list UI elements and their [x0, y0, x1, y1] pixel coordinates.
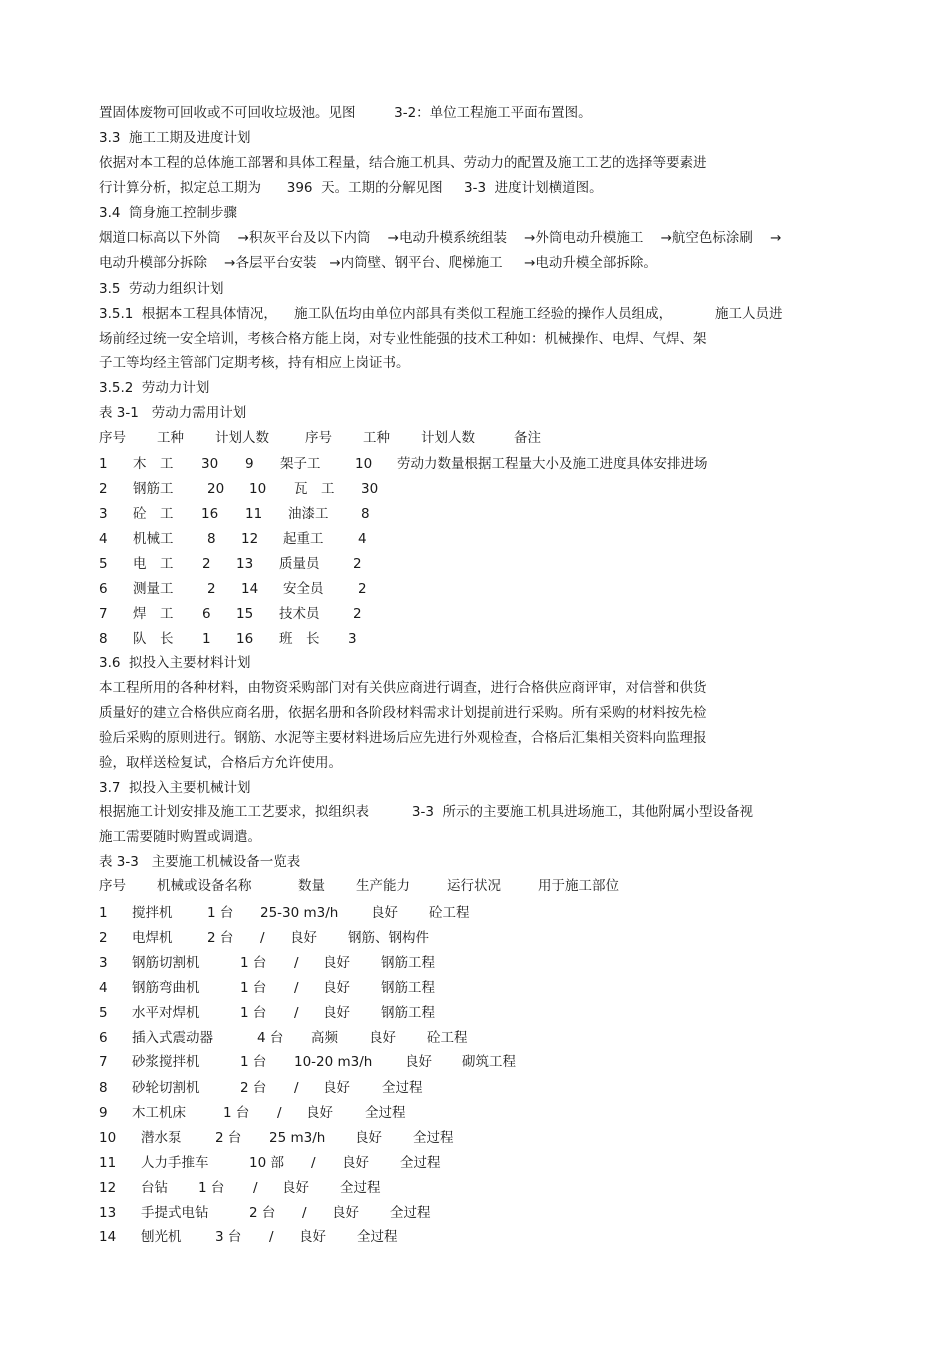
section-heading-3-6: 3.6 拟投入主要材料计划	[99, 655, 251, 671]
table-cell: 技术员	[279, 606, 320, 622]
table-cell: 8	[99, 631, 108, 647]
table-cell: 1 台	[240, 980, 267, 996]
table-cell: 良好	[405, 1054, 432, 1070]
table-cell: 砂浆搅拌机	[132, 1054, 200, 1070]
text-line: 场前经过统一安全培训，考核合格方能上岗，对专业性能强的技术工种如：机械操作、电焊、气焊、架	[99, 331, 707, 347]
table-cell: 电 工	[133, 556, 174, 572]
table-cell: 12	[99, 1180, 117, 1196]
table-cell: 1 台	[240, 1054, 267, 1070]
table-cell: 钢筋工程	[381, 980, 435, 996]
table-cell: 1 台	[240, 955, 267, 971]
table-caption-3-1: 表 3-1 劳动力需用计划	[99, 405, 247, 421]
text-line: 验，取样送检复试，合格后方允许使用。	[99, 755, 342, 771]
table-header-cell: 序号	[305, 430, 332, 446]
table-cell: 7	[99, 606, 108, 622]
table-cell: 班 长	[279, 631, 320, 647]
table-cell: 1 台	[198, 1180, 225, 1196]
table-cell: 焊 工	[133, 606, 174, 622]
text-line: 3.5.1 根据本工程具体情况， 施工队伍均由单位内部具有类似工程施工经验的操作人员组成， 施工人员进	[99, 306, 783, 322]
table-cell: 全过程	[382, 1080, 423, 1096]
table-header-cell: 工种	[157, 430, 184, 446]
table-cell: 劳动力数量根据工程量大小及施工进度具体安排进场	[397, 456, 708, 472]
table-cell: 全过程	[357, 1229, 398, 1245]
table-cell: 8	[99, 1080, 108, 1096]
table-header-cell: 数量	[298, 878, 325, 894]
table-cell: 刨光机	[141, 1229, 182, 1245]
table-cell: 砼工程	[427, 1030, 468, 1046]
table-header-cell: 运行状况	[447, 878, 501, 894]
table-cell: 良好	[282, 1180, 309, 1196]
table-cell: 16	[201, 506, 219, 522]
table-cell: 砂轮切割机	[132, 1080, 200, 1096]
table-cell: /	[294, 955, 299, 971]
table-cell: 10	[355, 456, 373, 472]
table-cell: 14	[99, 1229, 117, 1245]
table-cell: /	[253, 1180, 258, 1196]
table-cell: 插入式震动器	[132, 1030, 213, 1046]
table-cell: 钢筋工	[133, 481, 174, 497]
table-cell: 良好	[369, 1030, 396, 1046]
table-cell: 3 台	[215, 1229, 242, 1245]
section-heading-3-7: 3.7 拟投入主要机械计划	[99, 780, 251, 796]
table-cell: /	[269, 1229, 274, 1245]
table-cell: 搅拌机	[132, 905, 173, 921]
table-cell: 4	[99, 531, 108, 547]
table-cell: 测量工	[133, 581, 174, 597]
table-cell: 人力手推车	[141, 1155, 209, 1171]
table-cell: /	[294, 1080, 299, 1096]
table-cell: 2 台	[240, 1080, 267, 1096]
table-cell: /	[260, 930, 265, 946]
text-line: 依据对本工程的总体施工部署和具体工程量，结合施工机具、劳动力的配置及施工工艺的选择等要素进	[99, 155, 707, 171]
table-cell: 1	[99, 456, 108, 472]
table-cell: 机械工	[133, 531, 174, 547]
table-cell: 队 长	[133, 631, 174, 647]
table-cell: 1	[99, 905, 108, 921]
table-cell: 10	[99, 1130, 117, 1146]
table-cell: 砼 工	[133, 506, 174, 522]
table-cell: 木工机床	[132, 1105, 186, 1121]
table-cell: 砌筑工程	[462, 1054, 516, 1070]
table-cell: /	[311, 1155, 316, 1171]
table-cell: 4	[99, 980, 108, 996]
text-line: 施工需要随时购置或调遣。	[99, 829, 261, 845]
table-cell: 9	[245, 456, 254, 472]
table-cell: 2 台	[207, 930, 234, 946]
table-cell: 钢筋弯曲机	[132, 980, 200, 996]
text-line: 质量好的建立合格供应商名册，依据名册和各阶段材料需求计划提前进行采购。所有采购的材料按先检	[99, 705, 707, 721]
table-cell: 10	[249, 481, 267, 497]
table-cell: 2	[99, 930, 108, 946]
table-caption-3-3: 表 3-3 主要施工机械设备一览表	[99, 854, 301, 870]
table-cell: 全过程	[390, 1205, 431, 1221]
table-cell: 10 部	[249, 1155, 284, 1171]
table-header-cell: 工种	[363, 430, 390, 446]
table-cell: 良好	[299, 1229, 326, 1245]
table-cell: 钢筋、钢构件	[348, 930, 429, 946]
table-cell: 25-30 m3/h	[260, 905, 339, 921]
table-cell: 1	[202, 631, 211, 647]
section-heading-3-4: 3.4 筒身施工控制步骤	[99, 205, 238, 221]
table-cell: /	[302, 1205, 307, 1221]
table-cell: 14	[241, 581, 259, 597]
table-cell: 高频	[311, 1030, 338, 1046]
table-cell: 4	[358, 531, 367, 547]
table-cell: 质量员	[279, 556, 320, 572]
table-cell: 2 台	[215, 1130, 242, 1146]
table-header-cell: 机械或设备名称	[157, 878, 252, 894]
text-line: 行计算分析，拟定总工期为 396 天。工期的分解见图 3-3 进度计划横道图。	[99, 180, 603, 196]
table-cell: 油漆工	[288, 506, 329, 522]
table-cell: 砼工程	[429, 905, 470, 921]
table-cell: 5	[99, 556, 108, 572]
table-cell: 8	[207, 531, 216, 547]
table-cell: 全过程	[365, 1105, 406, 1121]
table-cell: 6	[202, 606, 211, 622]
table-header-cell: 备注	[514, 430, 541, 446]
table-cell: 全过程	[340, 1180, 381, 1196]
table-cell: 13	[236, 556, 254, 572]
table-cell: 瓦 工	[294, 481, 335, 497]
table-header-cell: 计划人数	[421, 430, 475, 446]
table-cell: 良好	[323, 1005, 350, 1021]
table-cell: 2	[202, 556, 211, 572]
table-cell: 良好	[290, 930, 317, 946]
table-cell: 钢筋工程	[381, 1005, 435, 1021]
table-cell: 6	[99, 581, 108, 597]
table-cell: /	[294, 980, 299, 996]
text-line: 子工等均经主管部门定期考核，持有相应上岗证书。	[99, 355, 410, 371]
table-cell: 25 m3/h	[269, 1130, 326, 1146]
table-cell: 20	[207, 481, 225, 497]
table-cell: 10-20 m3/h	[294, 1054, 373, 1070]
table-cell: 良好	[306, 1105, 333, 1121]
table-cell: 台钻	[141, 1180, 168, 1196]
table-cell: 良好	[332, 1205, 359, 1221]
table-cell: 良好	[323, 980, 350, 996]
table-cell: 12	[241, 531, 259, 547]
text-line: 电动升模部分拆除 →各层平台安装 →内筒壁、钢平台、爬梯施工 →电动升模全部拆除。	[99, 255, 657, 271]
table-cell: 2	[353, 556, 362, 572]
table-cell: 良好	[371, 905, 398, 921]
table-cell: 11	[245, 506, 263, 522]
table-cell: 1 台	[207, 905, 234, 921]
table-cell: 良好	[323, 955, 350, 971]
table-cell: 3	[99, 955, 108, 971]
table-cell: 潜水泵	[141, 1130, 182, 1146]
table-cell: 9	[99, 1105, 108, 1121]
table-cell: 钢筋工程	[381, 955, 435, 971]
table-cell: 2	[353, 606, 362, 622]
text-line: 验后采购的原则进行。钢筋、水泥等主要材料进场后应先进行外观检查，合格后汇集相关资料向监理报	[99, 730, 707, 746]
table-cell: 电焊机	[132, 930, 173, 946]
table-header-cell: 序号	[99, 878, 126, 894]
text-line: 置固体废物可回收或不可回收垃圾池。见图 3-2：单位工程施工平面布置图。	[99, 105, 592, 121]
table-cell: 15	[236, 606, 254, 622]
table-cell: 良好	[355, 1130, 382, 1146]
table-cell: 2 台	[249, 1205, 276, 1221]
table-cell: 11	[99, 1155, 117, 1171]
table-cell: 3	[99, 506, 108, 522]
table-cell: 水平对焊机	[132, 1005, 200, 1021]
table-cell: 2	[207, 581, 216, 597]
table-cell: 1 台	[240, 1005, 267, 1021]
table-cell: 4 台	[257, 1030, 284, 1046]
table-cell: 钢筋切割机	[132, 955, 200, 971]
table-cell: 良好	[342, 1155, 369, 1171]
table-cell: 8	[361, 506, 370, 522]
text-line: 根据施工计划安排及施工工艺要求，拟组织表 3-3 所示的主要施工机具进场施工，其他附属小型设备视	[99, 804, 754, 820]
section-heading-3-5-2: 3.5.2 劳动力计划	[99, 380, 210, 396]
table-cell: 安全员	[283, 581, 324, 597]
table-cell: 2	[99, 481, 108, 497]
table-cell: /	[294, 1005, 299, 1021]
table-cell: 1 台	[223, 1105, 250, 1121]
table-header-cell: 生产能力	[356, 878, 410, 894]
table-header-cell: 序号	[99, 430, 126, 446]
text-line: 本工程所用的各种材料，由物资采购部门对有关供应商进行调查，进行合格供应商评审，对信誉和供货	[99, 680, 707, 696]
table-cell: 架子工	[280, 456, 321, 472]
table-cell: 全过程	[413, 1130, 454, 1146]
text-line: 烟道口标高以下外筒 →积灰平台及以下内筒 →电动升模系统组装 →外筒电动升模施工 →航空色标涂刷 →	[99, 230, 782, 246]
table-cell: 良好	[323, 1080, 350, 1096]
table-header-cell: 用于施工部位	[538, 878, 619, 894]
table-cell: 16	[236, 631, 254, 647]
table-cell: /	[277, 1105, 282, 1121]
table-cell: 手提式电钻	[141, 1205, 209, 1221]
table-cell: 30	[361, 481, 379, 497]
section-heading-3-5: 3.5 劳动力组织计划	[99, 281, 224, 297]
table-cell: 2	[358, 581, 367, 597]
table-cell: 木 工	[133, 456, 174, 472]
table-cell: 6	[99, 1030, 108, 1046]
table-cell: 3	[348, 631, 357, 647]
table-cell: 全过程	[400, 1155, 441, 1171]
section-heading-3-3: 3.3 施工工期及进度计划	[99, 130, 251, 146]
table-cell: 30	[201, 456, 219, 472]
table-cell: 7	[99, 1054, 108, 1070]
table-cell: 5	[99, 1005, 108, 1021]
table-header-cell: 计划人数	[215, 430, 269, 446]
table-cell: 13	[99, 1205, 117, 1221]
table-cell: 起重工	[283, 531, 324, 547]
